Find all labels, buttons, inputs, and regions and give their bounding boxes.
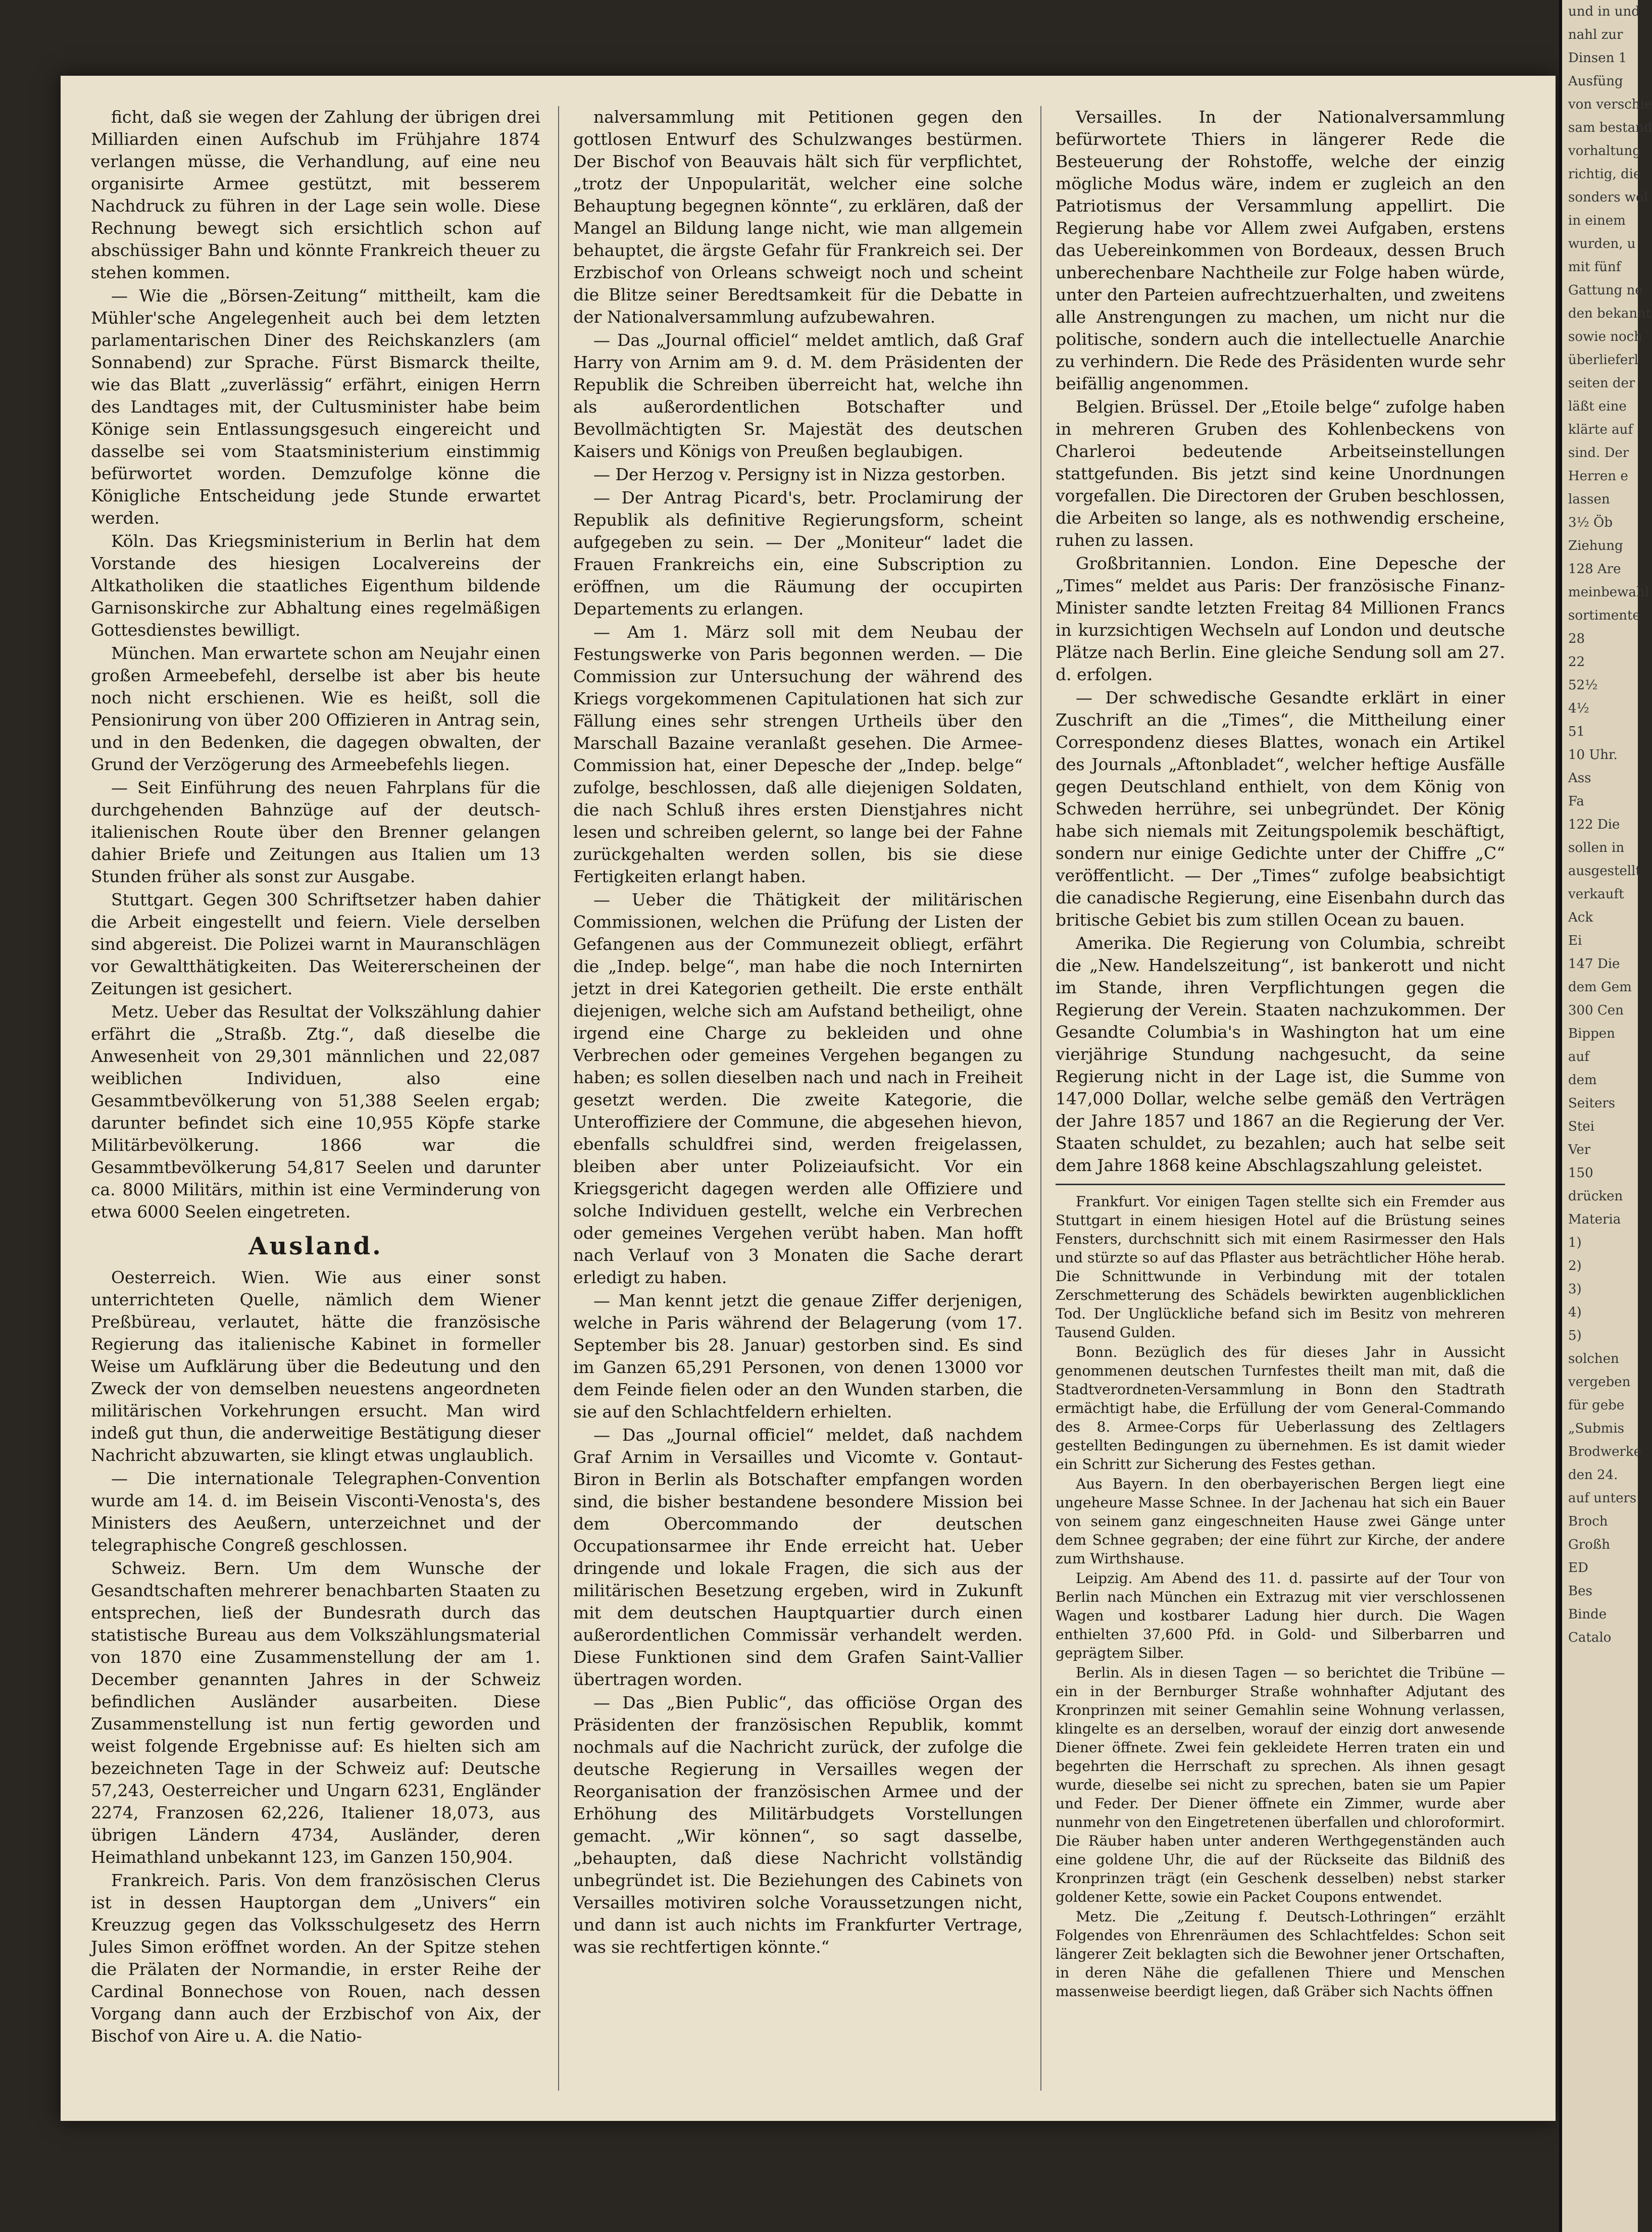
edge-text-line: dem Gem	[1568, 980, 1632, 995]
edge-text-line: Bes	[1568, 1584, 1592, 1599]
article-paragraph: Metz. Die „Zeitung f. Deutsch-Lothringen“ erzählt Folgendes von Ehrenräumen des Schlachtfeldes: Schon seit längerer Zeit beklagten sich die Bewohner jener Ortschaften, in deren Nähe die gefallenen Thiere und Menschen massenweise beerdigt liegen, daß Gräber sich Nachts öffnen	[1056, 1908, 1505, 2000]
edge-text-line: den 24.	[1568, 1467, 1618, 1483]
edge-text-line: Broch	[1568, 1514, 1608, 1529]
article-paragraph: — Am 1. März soll mit dem Neubau der Festungswerke von Paris begonnen werden. — Die Commission zur Untersuchung der während des Kriegs vorgekommenen Capitulationen hat sich zur Fällung eines sehr strengen Urtheils über den Marschall Bazaine veranlaßt gesehen. Die Armee-Commission hat, einer Depesche der „Indep. belge“ zufolge, beschlossen, daß alle diejenigen Soldaten, die nach Schluß ihres ersten Dienstjahres nicht lesen und schreiben gelernt, so lange bei der Fahne zurückgehalten werden sollen, bis sie diese Fertigkeiten erlangt haben.	[573, 622, 1023, 886]
edge-text-line: den bekannt	[1568, 306, 1651, 321]
article-paragraph: Aus Bayern. In den oberbayerischen Bergen liegt eine ungeheure Masse Schnee. In der Jachenau hat sich ein Bauer von seinem ganz eingeschneiten Hause zwei Gänge unter dem Schnee gegraben; der eine führt zur Kirche, der andere zum Wirthshause.	[1056, 1476, 1505, 1567]
edge-text-line: Herren e	[1568, 469, 1628, 484]
edge-text-line: für gebe	[1568, 1398, 1625, 1413]
article-paragraph: Berlin. Als in diesen Tagen — so berichtet die Tribüne — ein in der Bernburger Straße wohnhafter Adjutant des Kronprinzen mit seiner Gemahlin seine Wohnung verlassen, klingelte es an derselben, worauf der einzig dort anwesende Diener öffnete. Zwei fein gekleidete Herren traten ein und begehrten die Herrschaft zu sprechen. Als ihnen gesagt wurde, dieselbe sei nicht zu sprechen, baten sie um Papier und Feder. Der Diener öffnete ein Zimmer, wurde aber nunmehr von den Eingetretenen überfallen und chloroformirt. Die Räuber haben unter anderen Werthgegenständen auch eine goldene Uhr, die auf der Rückseite das Bildniß des Kronprinzen trägt (ein Geschenk desselben) nebst starker goldener Kette, sowie ein Packet Coupons entwendet.	[1056, 1664, 1505, 1905]
edge-text-line: Catalo	[1568, 1630, 1612, 1645]
article-paragraph: Frankfurt. Vor einigen Tagen stellte sich ein Fremder aus Stuttgart in einem hiesigen Hotel auf die Brüstung seines Fensters, durchschnitt sich mit einem Rasirmesser den Hals und stürzte so auf das Pflaster aus beträchtlicher Höhe herab. Die Schnittwunde in Verbindung mit der totalen Zerschmetterung des Schädels bewirkten augenblicklichen Tod. Der Unglückliche befand sich im Besitz von mehreren Tausend Gulden.	[1056, 1193, 1505, 1341]
adjacent-page-edge	[1559, 0, 1652, 2232]
edge-text-line: 3)	[1568, 1282, 1582, 1297]
edge-text-line: Materia	[1568, 1212, 1621, 1227]
edge-text-line: 3½ Öb	[1568, 515, 1613, 530]
article-paragraph: Oesterreich. Wien. Wie aus einer sonst unterrichteten Quelle, nämlich dem Wiener Preßbüreau, verlautet, hätte die französische Regierung das italienische Kabinet in formeller Weise um Aufklärung über die Bedeutung und den Zweck der von demselben neuestens angeordneten militärischen Vorkehrungen ersucht. Man wird indeß gut thun, die anderweitige Bestätigung dieser Nachricht abzuwarten, sie klingt etwas unglaublich.	[91, 1267, 540, 1465]
edge-text-line: auf unters	[1568, 1491, 1637, 1506]
edge-text-line: seiten der	[1568, 376, 1635, 391]
edge-text-line: 1)	[1568, 1235, 1582, 1250]
article-paragraph: Großbritannien. London. Eine Depesche der „Times“ meldet aus Paris: Der französische Finanz-Minister sandte letzten Freitag 84 Millionen Francs in kurzsichtigen Wechseln auf London und deutsche Plätze nach Berlin. Eine gleiche Sendung soll am 27. d. erfolgen.	[1056, 553, 1505, 684]
section-heading: Ausland.	[248, 1232, 383, 1260]
edge-text-line: vorhaltung	[1568, 143, 1641, 159]
edge-text-line: und in und	[1568, 4, 1640, 19]
column-3	[1056, 106, 1505, 2091]
edge-text-line: Großh	[1568, 1537, 1610, 1552]
edge-text-line: in einem	[1568, 213, 1626, 228]
article-paragraph: Belgien. Brüssel. Der „Etoile belge“ zufolge haben in mehreren Gruben des Kohlenbeckens von Charleroi bedeutende Arbeitseinstellungen stattgefunden. Bis jetzt sind keine Unordnungen vorgefallen. Die Directoren der Gruben beschlossen, die Arbeiten so lange, als es nothwendig erscheine, ruhen zu lassen.	[1056, 397, 1505, 550]
article-paragraph: Köln. Das Kriegsministerium in Berlin hat dem Vorstande des hiesigen Localvereins der Altkatholiken die staatliches Eigenthum bildende Garnisonskirche zur Abhaltung eines regelmäßigen Gottesdienstes bewilligt.	[91, 531, 540, 640]
edge-text-line: sind. Der	[1568, 445, 1629, 461]
edge-text-line: 2)	[1568, 1258, 1582, 1274]
article-paragraph: — Wie die „Börsen-Zeitung“ mittheilt, kam die Mühler'sche Angelegenheit auch bei dem letzten parlamentarischen Diner des Reichskanzlers (am Sonnabend) zur Sprache. Fürst Bismarck theilte, wie das Blatt „zuverlässig“ erfährt, einigen Herrn des Landtages mit, der Cultusminister habe beim Könige sein Entlassungsgesuch eingereicht und dasselbe sei vom Staatsministerium einstimmig befürwortet worden. Demzufolge könne die Königliche Entscheidung jede Stunde erwartet werden.	[91, 286, 540, 528]
edge-text-line: Brodwerke	[1568, 1444, 1642, 1459]
edge-text-line: wurden, u	[1568, 236, 1636, 251]
edge-text-line: Gattung ne	[1568, 283, 1643, 298]
newspaper-page	[61, 76, 1556, 2121]
article-paragraph: Frankreich. Paris. Von dem französischen Clerus ist in dessen Hauptorgan dem „Univers“ ein Kreuzzug gegen das Volksschulgesetz des Herrn Jules Simon eröffnet worden. An der Spitze stehen die Prälaten der Normandie, in erster Reihe der Cardinal Bonnechose von Rouen, nach dessen Vorgang dann auch der Erzbischof von Aix, der Bischof von Aire u. A. die Natio-	[91, 1870, 540, 2046]
edge-text-line: solchen	[1568, 1351, 1619, 1366]
article-paragraph: — Man kennt jetzt die genaue Ziffer derjenigen, welche in Paris während der Belagerung (vom 17. September bis 28. Januar) gestorben sind. Es sind im Ganzen 65,291 Personen, von denen 13000 vor dem Feinde fielen oder an den Wunden starben, die sie auf den Schlachtfeldern erhielten.	[573, 1291, 1023, 1422]
edge-text-line: richtig, die	[1568, 167, 1641, 182]
article-paragraph: Metz. Ueber das Resultat der Volkszählung dahier erfährt die „Straßb. Ztg.“, daß dieselbe die Anwesenheit von 29,301 männlichen und 22,087 weiblichen Individuen, also eine Gesammtbevölkerung von 51,388 Seelen ergab; darunter befindet sich eine 10,955 Köpfe starke Militärbevölkerung. 1866 war die Gesammtbevölkerung 54,817 Seelen und darunter ca. 8000 Militärs, mithin ist eine Verminderung von etwa 6000 Seelen eingetreten.	[91, 1002, 540, 1222]
edge-text-line: Bippen	[1568, 1026, 1615, 1041]
edge-text-line: auf	[1568, 1049, 1589, 1064]
edge-text-line: Binde	[1568, 1607, 1607, 1622]
article-paragraph: Schweiz. Bern. Um dem Wunsche der Gesandtschaften mehrerer benachbarten Staaten zu entsprechen, ließ der Bundesrath durch das statistische Bureau aus dem Volkszählungsmaterial von 1870 eine Zusammenstellung der am 1. December genannten Jahres in der Schweiz befindlichen Ausländer ausarbeiten. Diese Zusammenstellung ist nun fertig geworden und weist folgende Ergebnisse auf: Es hielten sich am bezeichneten Tage in der Schweiz auf: Deutsche 57,243, Oesterreicher und Ungarn 6231, Engländer 2274, Franzosen 62,226, Italiener 18,073, aus übrigen Ländern 4734, Ausländer, deren Heimathland unbekannt 123, im Ganzen 150,904.	[91, 1558, 540, 1867]
edge-text-line: 51	[1568, 724, 1585, 739]
edge-text-line: von verschie	[1568, 97, 1652, 112]
column-divider	[558, 106, 559, 2091]
edge-text-line: sollen in	[1568, 840, 1625, 855]
edge-text-line: dem	[1568, 1073, 1597, 1088]
edge-text-line: läßt eine	[1568, 399, 1627, 414]
edge-text-line: Ei	[1568, 933, 1582, 948]
edge-text-line: nahl zur	[1568, 27, 1623, 42]
edge-text-line: 5)	[1568, 1328, 1582, 1343]
edge-text-line: mit fünf	[1568, 260, 1621, 275]
edge-text-line: Ass	[1568, 771, 1591, 786]
edge-text-line: 4½	[1568, 701, 1589, 716]
edge-text-line: sonders wol	[1568, 190, 1648, 205]
article-paragraph: — Das „Bien Public“, das officiöse Organ des Präsidenten der französischen Republik, kommt nochmals auf die Nachricht zurück, der zufolge die deutsche Regierung in Versailles wegen der Reorganisation der französischen Armee und der Erhöhung des Militärbudgets Vorstellungen gemacht. „Wir können“, so sagt dasselbe, „behaupten, daß diese Nachricht vollständig unbegründet ist. Die Beziehungen des Cabinets von Versailles motiviren solche Voraussetzungen nicht, und dann ist auch nichts im Frankfurter Vertrage, was sie rechtfertigen könnte.“	[573, 1693, 1023, 1957]
edge-text-line: vergeben	[1568, 1375, 1631, 1390]
edge-text-line: Dinsen 1	[1568, 50, 1627, 66]
article-paragraph: — Der Herzog v. Persigny ist in Nizza gestorben.	[593, 465, 1006, 484]
edge-text-line: ausgestellt	[1568, 864, 1641, 879]
edge-text-line: klärte auf	[1568, 422, 1633, 437]
column-divider	[1040, 106, 1041, 2091]
article-paragraph: — Das „Journal officiel“ meldet, daß nachdem Graf Arnim in Versailles und Vicomte v. Gontaut-Biron in Berlin als Botschafter empfangen worden sind, die bisher bestandene besondere Mission bei dem Obercommando der deutschen Occupationsarmee ihr Ende erreicht hat. Ueber dringende und lokale Fragen, die sich aus der militärischen Besetzung ergeben, wird in Zukunft mit dem deutschen Hauptquartier durch einen außerordentlichen Commissär verhandelt werden. Diese Funktionen sind dem Grafen Saint-Vallier übertragen worden.	[573, 1425, 1023, 1689]
article-paragraph: ficht, daß sie wegen der Zahlung der übrigen drei Milliarden einen Aufschub im Frühjahre 1874 verlangen müsse, die Verhandlung, auf eine neu organisirte Armee gestützt, mit besserem Nachdruck zu führen in der Lage sein wolle. Diese Rechnung bewegt sich ersichtlich schon auf abschüssiger Bahn und könnte Frankreich theuer zu stehen kommen.	[91, 107, 540, 282]
edge-text-line: „Submis	[1568, 1421, 1624, 1436]
column-2	[573, 106, 1023, 2091]
edge-text-line: Ausfüng	[1568, 74, 1623, 89]
article-paragraph: — Das „Journal officiel“ meldet amtlich, daß Graf Harry von Arnim am 9. d. M. dem Präsidenten der Republik die Schreiben überreicht hat, welche ihn als außerordentlichen Botschafter und Bevollmächtigten Sr. Majestät des deutschen Kaisers und Königs von Preußen beglaubigen.	[573, 330, 1023, 461]
article-paragraph: nalversammlung mit Petitionen gegen den gottlosen Entwurf des Schulzwanges bestürmen. Der Bischof von Beauvais hält sich für verpflichtet, „trotz der Unpopularität, welcher eine solche Behauptung begegnen könnte“, zu erklären, daß der Mangel an Bildung lange nicht, wie man allgemein behauptet, die ärgste Gefahr für Frankreich sei. Der Erzbischof von Orleans schweigt noch und scheint die Blitze seiner Beredtsamkeit für die Debatte in der Nationalversammlung aufzubewahren.	[573, 107, 1023, 327]
edge-text-line: Ver	[1568, 1142, 1591, 1157]
edge-text-line: Seiters	[1568, 1096, 1616, 1111]
edge-text-line: 122 Die	[1568, 817, 1620, 832]
edge-text-line: sortimente	[1568, 608, 1640, 623]
edge-text-line: 52½	[1568, 678, 1598, 693]
article-paragraph: Leipzig. Am Abend des 11. d. passirte auf der Tour von Berlin nach München ein Extrazug mit vier verschlossenen Wagen und kostbarer Ladung hier durch. Die Wagen enthielten 37,600 Pfd. in Gold- und Silberbarren und geprägtem Silber.	[1056, 1570, 1505, 1661]
edge-text-line: überlieferl	[1568, 352, 1638, 368]
edge-text-line: Ack	[1568, 910, 1593, 925]
edge-text-line: 150	[1568, 1165, 1593, 1181]
edge-text-line: Ziehung	[1568, 538, 1623, 553]
edge-text-line: 128 Are	[1568, 562, 1621, 577]
edge-text-line: meinbewahl	[1568, 585, 1649, 600]
edge-text-line: 22	[1568, 654, 1585, 670]
article-paragraph: — Ueber die Thätigkeit der militärischen Commissionen, welchen die Prüfung der Listen der Gefangenen aus der Communezeit obliegt, erfährt die „Indep. belge“, man habe die noch Internirten jetzt in drei Kategorien getheilt. Die erste enthält diejenigen, welche sich am Aufstand betheiligt, ohne irgend eine Charge zu bekleiden und ohne Verbrechen oder gemeines Vergehen begangen zu haben; es sollen dieselben nach und nach in Freiheit gesetzt werden. Die zweite Kategorie, die Unteroffiziere der Commune, die abgesehen hievon, ebenfalls schuldfrei sind, werden freigelassen, bleiben aber unter Polizeiaufsicht. Vor ein Kriegsgericht dagegen werden alle Offiziere und solche Individuen gestellt, welche ein Verbrechen oder gemeines Vergehen verübt haben. Man hofft nach Verlauf von 3 Monaten die Sache derart erledigt zu haben.	[573, 890, 1023, 1287]
edge-text-line: Stei	[1568, 1119, 1594, 1134]
edge-text-line: ED	[1568, 1560, 1588, 1576]
article-paragraph: — Der schwedische Gesandte erklärt in einer Zuschrift an die „Times“, die Mittheilung einer Correspondenz dieses Blattes, wonach ein Artikel des Journals „Aftonbladet“, welcher heftige Ausfälle gegen Deutschland enthielt, von dem König von Schweden herrühre, sei unbegründet. Der König habe sich niemals mit Zeitungspolemik beschäftigt, sondern nur einige Gedichte unter der Chiffre „C“ veröffentlicht. — Der „Times“ zufolge beabsichtigt die canadische Regierung, eine Eisenbahn durch das britische Gebiet bis zum stillen Ocean zu bauen.	[1056, 688, 1505, 930]
section-rule	[1056, 1184, 1505, 1185]
article-paragraph: — Seit Einführung des neuen Fahrplans für die durchgehenden Bahnzüge auf der deutsch-italienischen Route über den Brenner gelangen dahier Briefe und Zeitungen aus Italien um 13 Stunden früher als sonst zur Ausgabe.	[91, 778, 540, 886]
article-paragraph: München. Man erwartete schon am Neujahr einen großen Armeebefehl, derselbe ist aber bis heute noch nicht erschienen. Wie es heißt, soll die Pensionirung von über 200 Offizieren in Antrag sein, und in den Bedenken, die dagegen obwalten, der Grund der Verzögerung des Armeebefehls liegen.	[91, 643, 540, 774]
article-paragraph: — Der Antrag Picard's, betr. Proclamirung der Republik als definitive Regierungsform, scheint aufgegeben zu sein. — Der „Moniteur“ ladet die Frauen Frankreichs ein, eine Subscription zu eröffnen, um die Räumung der occupirten Departements zu erlangen.	[573, 488, 1023, 619]
edge-text-line: 28	[1568, 631, 1585, 646]
edge-text-line: 147 Die	[1568, 956, 1620, 972]
edge-text-line: sam bestand	[1568, 120, 1652, 135]
edge-text-line: sowie noch	[1568, 329, 1642, 344]
article-paragraph: Bonn. Bezüglich des für dieses Jahr in Aussicht genommenen deutschen Turnfestes theilt man mit, daß die Stadtverordneten-Versammlung in Bonn den Stadtrath ermächtigt habe, die Erfüllung der vom General-Commando des 8. Armee-Corps für Ueberlassung des Zeltlagers gestellten Bedingungen zu übernehmen. Es ist damit wieder ein Schritt zur Sicherung des Festes gethan.	[1056, 1344, 1505, 1473]
edge-text-line: verkauft	[1568, 887, 1624, 902]
edge-text-line: Fa	[1568, 794, 1584, 809]
column-1	[91, 106, 540, 2091]
edge-text-line: 10 Uhr.	[1568, 747, 1618, 763]
edge-text-line: lassen	[1568, 492, 1610, 507]
article-paragraph: Stuttgart. Gegen 300 Schriftsetzer haben dahier die Arbeit eingestellt und feiern. Viele derselben sind abgereist. Die Polizei warnt in Mauranschlägen vor Gewaltthätigkeiten. Das Weitererscheinen der Zeitungen ist gesichert.	[91, 890, 540, 998]
edge-text-line: 300 Cen	[1568, 1003, 1624, 1018]
article-paragraph: Amerika. Die Regierung von Columbia, schreibt die „New. Handelszeitung“, ist bankerott und nicht im Stande, ihren Verpflichtungen gegen die Regierung der Verein. Staaten nachzukommen. Der Gesandte Columbia's in Washington hat um eine vierjährige Stundung nachgesucht, da seine Regierung nicht in der Lage ist, die Summe von 147,000 Dollar, welche selbe gemäß den Verträgen der Jahre 1857 und 1867 an die Regierung der Ver. Staaten schuldet, zu bezahlen; auch hat selbe seit dem Jahre 1868 keine Abschlagszahlung geleistet.	[1056, 933, 1505, 1175]
article-paragraph: — Die internationale Telegraphen-Convention wurde am 14. d. im Beisein Visconti-Venosta's, des Ministers des Aeußern, unterzeichnet und der telegraphische Congreß geschlossen.	[91, 1468, 540, 1555]
edge-text-line: drücken	[1568, 1189, 1623, 1204]
article-paragraph: Versailles. In der Nationalversammlung befürwortete Thiers in längerer Rede die Besteuerung der Rohstoffe, welche der einzig mögliche Modus wäre, indem er zugleich an den Patriotismus der Versammlung appellirt. Die Regierung habe vor Allem zwei Aufgaben, erstens das Uebereinkommen von Bordeaux, dessen Bruch unberechenbare Nachtheile zur Folge haben würde, unter den Parteien aufrechtzuerhalten, und zweitens alle Anstrengungen zu machen, um nicht nur die politische, sondern auch die intellectuelle Anarchie zu verhindern. Die Rede des Präsidenten wurde sehr beifällig angenommen.	[1056, 107, 1505, 393]
edge-text-line: 4)	[1568, 1305, 1582, 1320]
